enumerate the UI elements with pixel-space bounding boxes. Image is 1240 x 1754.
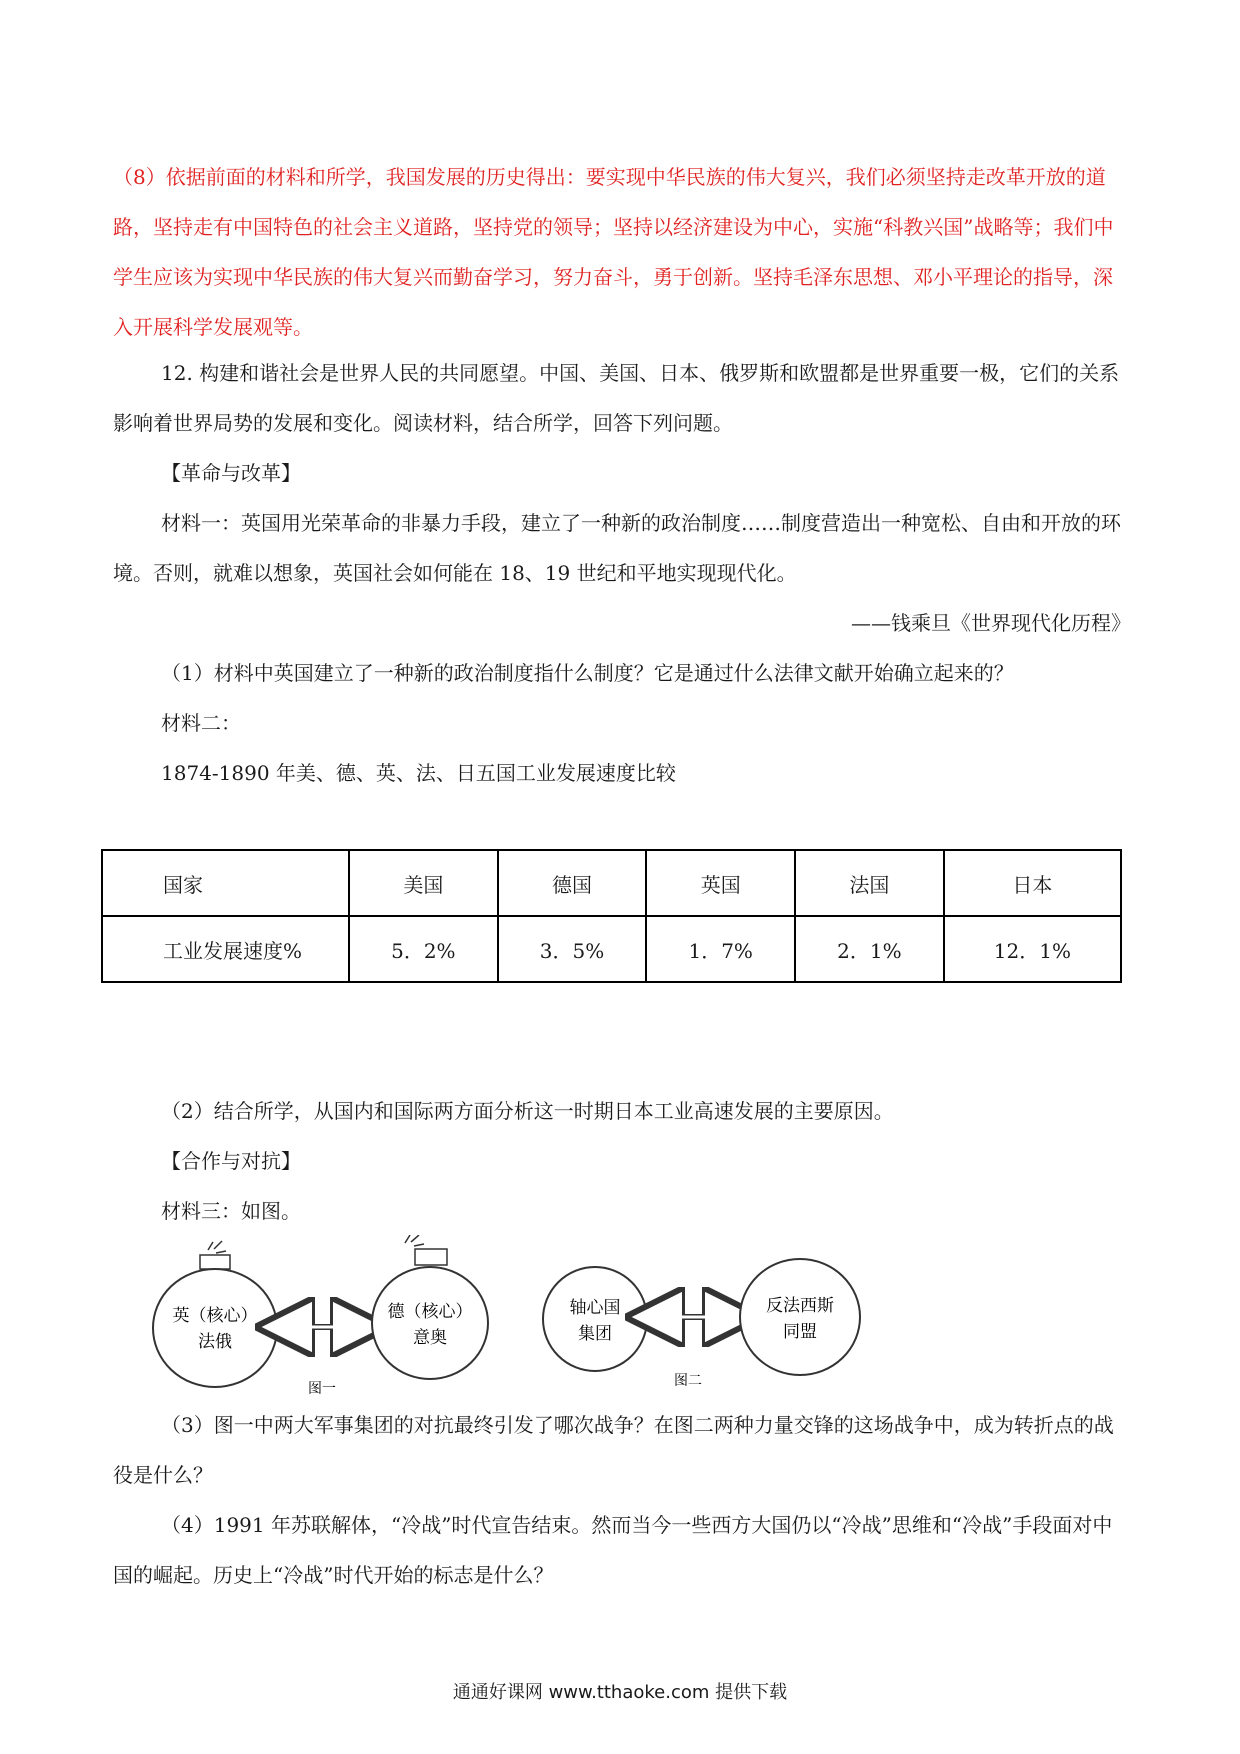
table-cell: 法国 [795, 850, 944, 916]
fig2-right-label-1: 反法西斯 [766, 1296, 834, 1316]
table-cell: 工业发展速度% [102, 916, 349, 982]
table-cell: 德国 [498, 850, 647, 916]
question-12: 12. 构建和谐社会是世界人民的共同愿望。中国、美国、日本、俄罗斯和欧盟都是世界重要一极，它们的关系影响着世界局势的发展和变化。阅读材料，结合所学，回答下列问题。 [113, 361, 1120, 435]
fig1-caption: 图一 [308, 1381, 336, 1395]
table-cell: 美国 [349, 850, 498, 916]
section-heading-cooperation: 【合作与对抗】 [161, 1149, 301, 1173]
material-1-source: ——钱乘旦《世界现代化历程》 [851, 611, 1131, 635]
section-heading-revolution: 【革命与改革】 [161, 461, 301, 485]
question-4: （4）1991 年苏联解体，“冷战”时代宣告结束。然而当今一些西方大国仍以“冷战”思维和“冷战”手段面对中国的崛起。历史上“冷战”时代开始的标志是什么？ [113, 1513, 1113, 1587]
answer-8: （8）依据前面的材料和所学，我国发展的历史得出：要实现中华民族的伟大复兴，我们必须坚持走改革开放的道路，坚持走有中国特色的社会主义道路，坚持党的领导；坚持以经济建设为中心，实施“科教兴国”战略等；我们中学生应该为实现中华民族的伟大复兴而勤奋学习，努力奋斗，勇于创新。坚持毛泽东思想、邓小平理论的指导，深入开展科学发展观等。 [113, 165, 1114, 339]
material-1: 材料一：英国用光荣革命的非暴力手段，建立了一种新的政治制度……制度营造出一种宽松、自由和开放的环境。否则，就难以想象，英国社会如何能在 18、19 世纪和平地实现现代化。 [113, 511, 1121, 585]
fig2-caption: 图二 [674, 1373, 702, 1389]
fig2-right-label-2: 同盟 [783, 1322, 817, 1342]
fig2-left-label-1: 轴心国 [569, 1298, 621, 1318]
fig1-right-label-1: 德（核心） [387, 1302, 473, 1322]
table-row [102, 916, 1121, 982]
table-cell: 3．5% [498, 916, 647, 982]
material-2-label: 材料二： [161, 711, 241, 735]
fig1-left-bomb [153, 1241, 277, 1387]
table-cell: 日本 [944, 850, 1121, 916]
table-cell: 12．1% [944, 916, 1121, 982]
table-title: 1874-1890 年美、德、英、法、日五国工业发展速度比较 [161, 761, 676, 785]
table-header-row [102, 850, 1121, 916]
fig1-right-label-2: 意奥 [413, 1328, 447, 1348]
table-cell: 1．7% [646, 916, 795, 982]
table-cell: 5．2% [349, 916, 498, 982]
material-3: 材料三：如图。 [161, 1199, 301, 1223]
table-cell: 国家 [102, 850, 349, 916]
industry-growth-table [101, 849, 1122, 983]
table-cell: 英国 [646, 850, 795, 916]
table-cell: 2．1% [795, 916, 944, 982]
question-2: （2）结合所学，从国内和国际两方面分析这一时期日本工业高速发展的主要原因。 [161, 1099, 894, 1123]
fig1-right-bomb [372, 1235, 488, 1379]
alliance-figure [150, 1235, 910, 1395]
fig2-left-label-2: 集团 [578, 1324, 612, 1344]
fig1-left-label-1: 英（核心） [172, 1306, 258, 1326]
question-3: （3）图一中两大军事集团的对抗最终引发了哪次战争？在图二两种力量交锋的这场战争中，成为转折点的战役是什么？ [113, 1413, 1114, 1487]
question-1: （1）材料中英国建立了一种新的政治制度指什么制度？它是通过什么法律文献开始确立起来的？ [161, 661, 1014, 685]
fig1-left-label-2: 法俄 [198, 1332, 232, 1352]
footer: 通通好课网 www.tthaoke.com 提供下载 [452, 1682, 788, 1703]
fig2-right-circle [740, 1259, 860, 1375]
fig2-left-circle [543, 1267, 647, 1371]
